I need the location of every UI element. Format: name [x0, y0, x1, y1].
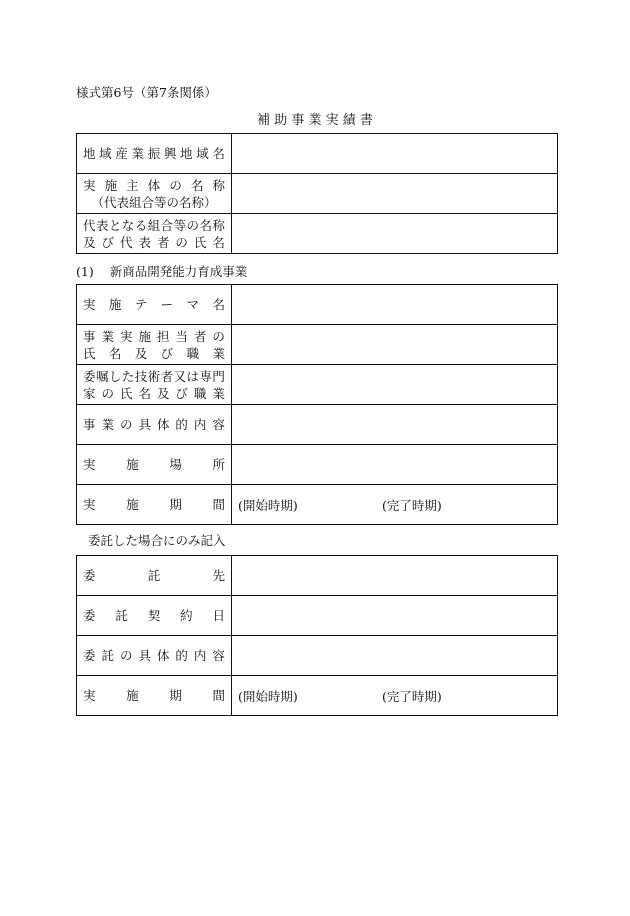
section1-heading: [76, 262, 247, 280]
end-period-label: (完了時期): [382, 688, 442, 704]
label-line: 事 業 の 具 体 的 内 容: [83, 417, 225, 432]
field-label: [77, 556, 232, 596]
representative-field[interactable]: [232, 214, 558, 254]
table-row: [77, 556, 558, 596]
label-line: 実 施 テ ー マ 名: [83, 297, 225, 312]
table-row: [77, 445, 558, 485]
table-row: [77, 325, 558, 365]
field-label: [77, 365, 232, 405]
label-line: 実 施 場 所: [83, 457, 225, 472]
label-sub: （代表組合等の名称）: [91, 194, 217, 210]
field-label: [77, 405, 232, 445]
label-line: 実 施 期 間: [83, 497, 225, 512]
start-period-label: (開始時期): [238, 497, 298, 513]
field-label: [77, 174, 232, 214]
label-line: 事 業 実 施 担 当 者 の: [83, 328, 225, 344]
field-label: [77, 445, 232, 485]
label-line: 家 の 氏 名 及 び 職 業: [83, 385, 225, 401]
label-line: 代 表 と な る 組 合 等 の 名 称: [83, 217, 225, 233]
end-period-label: (完了時期): [382, 497, 442, 513]
contractor-field[interactable]: [232, 556, 558, 596]
table-row: [77, 676, 558, 716]
section-title: 新商品開発能力育成事業: [109, 264, 248, 279]
period-field[interactable]: [232, 485, 558, 525]
label-line: 委 託 契 約 日: [83, 608, 225, 623]
table-row: [77, 485, 558, 525]
section2-heading: 委託した場合にのみ記入: [88, 533, 226, 548]
field-label: [77, 325, 232, 365]
label-line: 委 託 の 具 体 的 内 容: [83, 648, 225, 663]
content-field[interactable]: [232, 405, 558, 445]
table-row: [77, 174, 558, 214]
applicant-info-table: [76, 133, 558, 254]
expert-field[interactable]: [232, 365, 558, 405]
table-row: [77, 365, 558, 405]
outsourced-period-field[interactable]: [232, 676, 558, 716]
location-field[interactable]: [232, 445, 558, 485]
table-row: [77, 134, 558, 174]
label-line: 氏 名 及 び 職 業: [83, 345, 225, 361]
label-line: 実 施 期 間: [83, 688, 225, 703]
label-line: 委 嘱 し た 技 術 者 又 は 専 門: [83, 368, 225, 384]
manager-field[interactable]: [232, 325, 558, 365]
form-number: 様式第6号（第7条関係）: [76, 85, 217, 100]
table-row: [77, 214, 558, 254]
section-number: (1): [76, 264, 94, 279]
outsourced-content-field[interactable]: [232, 636, 558, 676]
label-line: 実 施 主 体 の 名 称: [83, 177, 225, 193]
field-label: [77, 596, 232, 636]
label-line: 及 び 代 表 者 の 氏 名: [83, 234, 225, 250]
field-label: [77, 636, 232, 676]
theme-name-field[interactable]: [232, 285, 558, 325]
organization-name-field[interactable]: [232, 174, 558, 214]
development-table: [76, 284, 558, 525]
field-label: [77, 285, 232, 325]
table-row: [77, 285, 558, 325]
field-label: [77, 214, 232, 254]
region-name-field[interactable]: [232, 134, 558, 174]
label-line: 地 域 産 業 振 興 地 域 名: [83, 146, 225, 161]
table-row: [77, 405, 558, 445]
document-title: 補 助 事 業 実 績 書: [257, 113, 373, 128]
field-label: [77, 676, 232, 716]
table-row: [77, 596, 558, 636]
contract-date-field[interactable]: [232, 596, 558, 636]
field-label: [77, 485, 232, 525]
table-row: [77, 636, 558, 676]
field-label: [77, 134, 232, 174]
start-period-label: (開始時期): [238, 688, 298, 704]
label-line: 委 託 先: [83, 568, 225, 583]
outsourcing-table: [76, 555, 558, 716]
